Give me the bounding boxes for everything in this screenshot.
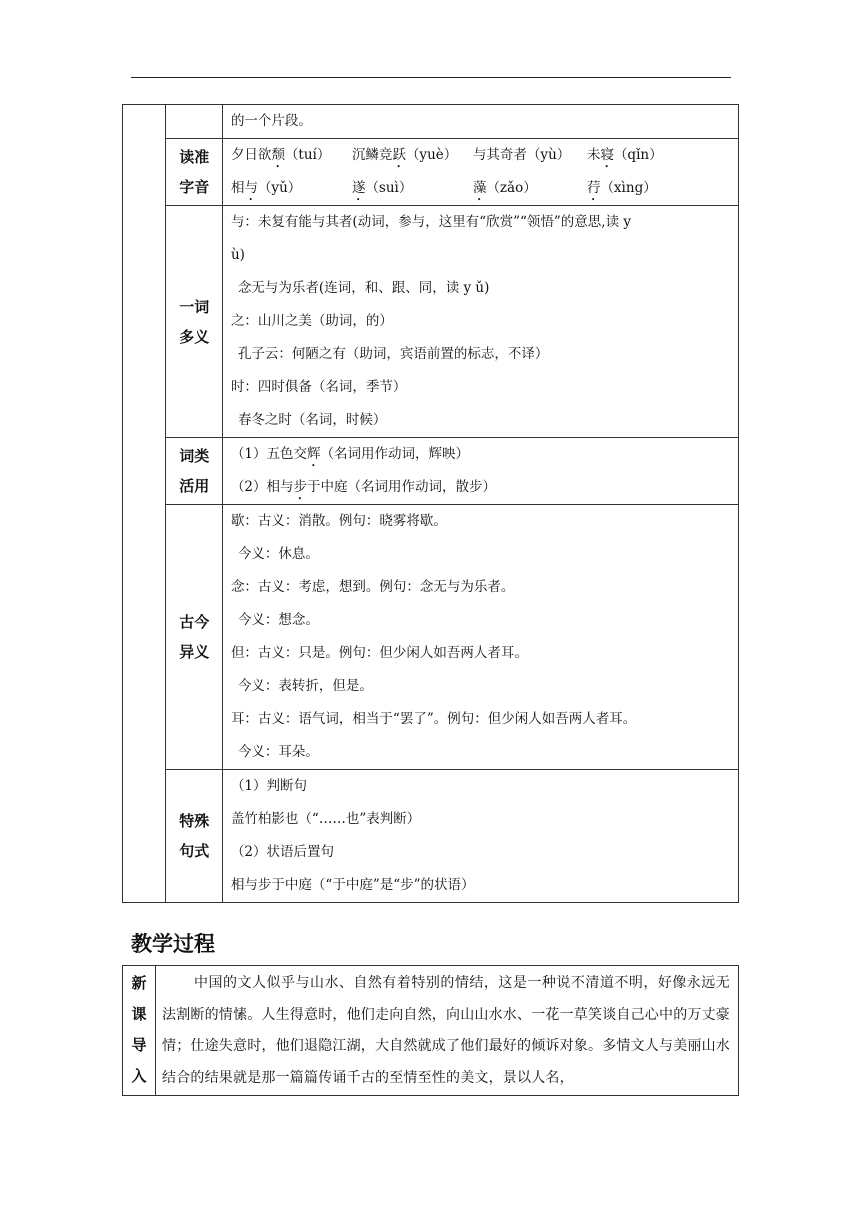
ancient-modern-cell — [222, 505, 738, 770]
ancient-modern-line: 念：古义：考虑，想到。例句：念无与为乐者。 — [230, 579, 515, 595]
ancient-modern-line: 今义：休息。 — [237, 546, 319, 562]
ancient-modern-label: 古今 异义 — [166, 505, 222, 770]
intro-table — [122, 965, 739, 1096]
ancient-modern-line: 今义：想念。 — [237, 612, 319, 628]
blank-left-cell — [123, 105, 166, 903]
pron-item: 荇（xìng） — [586, 180, 657, 196]
vocabulary-table — [122, 104, 739, 903]
polysemy-line: 时：四时俱备（名词，季节） — [230, 379, 407, 395]
special-sentence-cell — [222, 770, 738, 903]
intro-label: 新 课 导 入 — [123, 966, 156, 1096]
pron-item: 未寝（qǐn） — [586, 147, 663, 163]
polysemy-line: 之：山川之美（助词，的） — [230, 313, 393, 329]
pron-item: 藻（zǎo） — [472, 180, 537, 196]
continuation-text: 的一个片段。 — [230, 113, 312, 129]
pron-item: 夕日欲颓（tuí） — [230, 147, 331, 163]
section-title: 教学过程 — [131, 932, 215, 956]
special-sentence-line: （1）判断句 — [230, 778, 308, 794]
word-class-line: （1）五色交辉（名词用作动词，辉映） — [230, 446, 470, 462]
polysemy-line: 孔子云：何陋之有（助词，宾语前置的标志，不译） — [237, 346, 549, 362]
header-rule — [131, 77, 731, 78]
ancient-modern-line: 今义：耳朵。 — [237, 744, 319, 760]
word-class-line: （2）相与步于中庭（名词用作动词，散步） — [230, 479, 497, 495]
polysemy-line: 春冬之时（名词，时候） — [237, 412, 387, 428]
ancient-modern-line: 耳：古义：语气词，相当于“罢了”。例句：但少闲人如吾两人者耳。 — [230, 711, 637, 727]
word-class-cell — [222, 438, 738, 505]
word-class-label: 词类 活用 — [166, 438, 222, 505]
special-sentence-label: 特殊 句式 — [166, 770, 222, 903]
intro-paragraph: 中国的文人似乎与山水、自然有着特别的情结，这是一种说不清道不明，好像永远无法割断的情愫。人生得意时，他们走向自然，向山山水水、一花一草笑谈自己心中的万丈豪情；仕途失意时，他们退隐江湖，大自然就成了他们最好的倾诉对象。多情文人与美丽山水结合的结果就是那一篇篇传诵千古的至情至性的美文，景以人名， — [162, 975, 730, 1086]
pronunciation-label: 读准 字音 — [166, 139, 222, 206]
polysemy-label: 一词 多义 — [166, 206, 222, 438]
pronunciation-cell — [222, 139, 738, 206]
pron-item: 遂（suì） — [351, 180, 413, 196]
polysemy-line: ù) — [230, 247, 245, 263]
pronunciation-row-1 — [223, 139, 738, 172]
blank-label-cell — [166, 105, 222, 139]
ancient-modern-line: 歇：古义：消散。例句：晓雾将歇。 — [230, 513, 447, 529]
special-sentence-line: 相与步于中庭（“于中庭”是“步”的状语） — [230, 877, 475, 893]
polysemy-cell — [222, 206, 738, 438]
polysemy-line: 与：未复有能与其者(动词，参与，这里有“欣赏”“领悟”的意思,读 y — [230, 214, 632, 230]
pronunciation-row-2 — [223, 172, 738, 205]
pron-item: 相与（yǔ） — [230, 180, 302, 196]
special-sentence-line: （2）状语后置句 — [230, 844, 335, 860]
ancient-modern-line: 今义：表转折，但是。 — [237, 678, 373, 694]
special-sentence-line: 盖竹柏影也（“……也”表判断） — [230, 811, 421, 827]
pron-item: 沉鳞竞跃（yuè） — [351, 147, 458, 163]
pron-item: 与其奇者（yù） — [472, 147, 571, 163]
ancient-modern-line: 但：古义：只是。例句：但少闲人如吾两人者耳。 — [230, 645, 528, 661]
polysemy-line: 念无与为乐者(连词，和、跟、同，读 y ǔ) — [237, 280, 490, 296]
